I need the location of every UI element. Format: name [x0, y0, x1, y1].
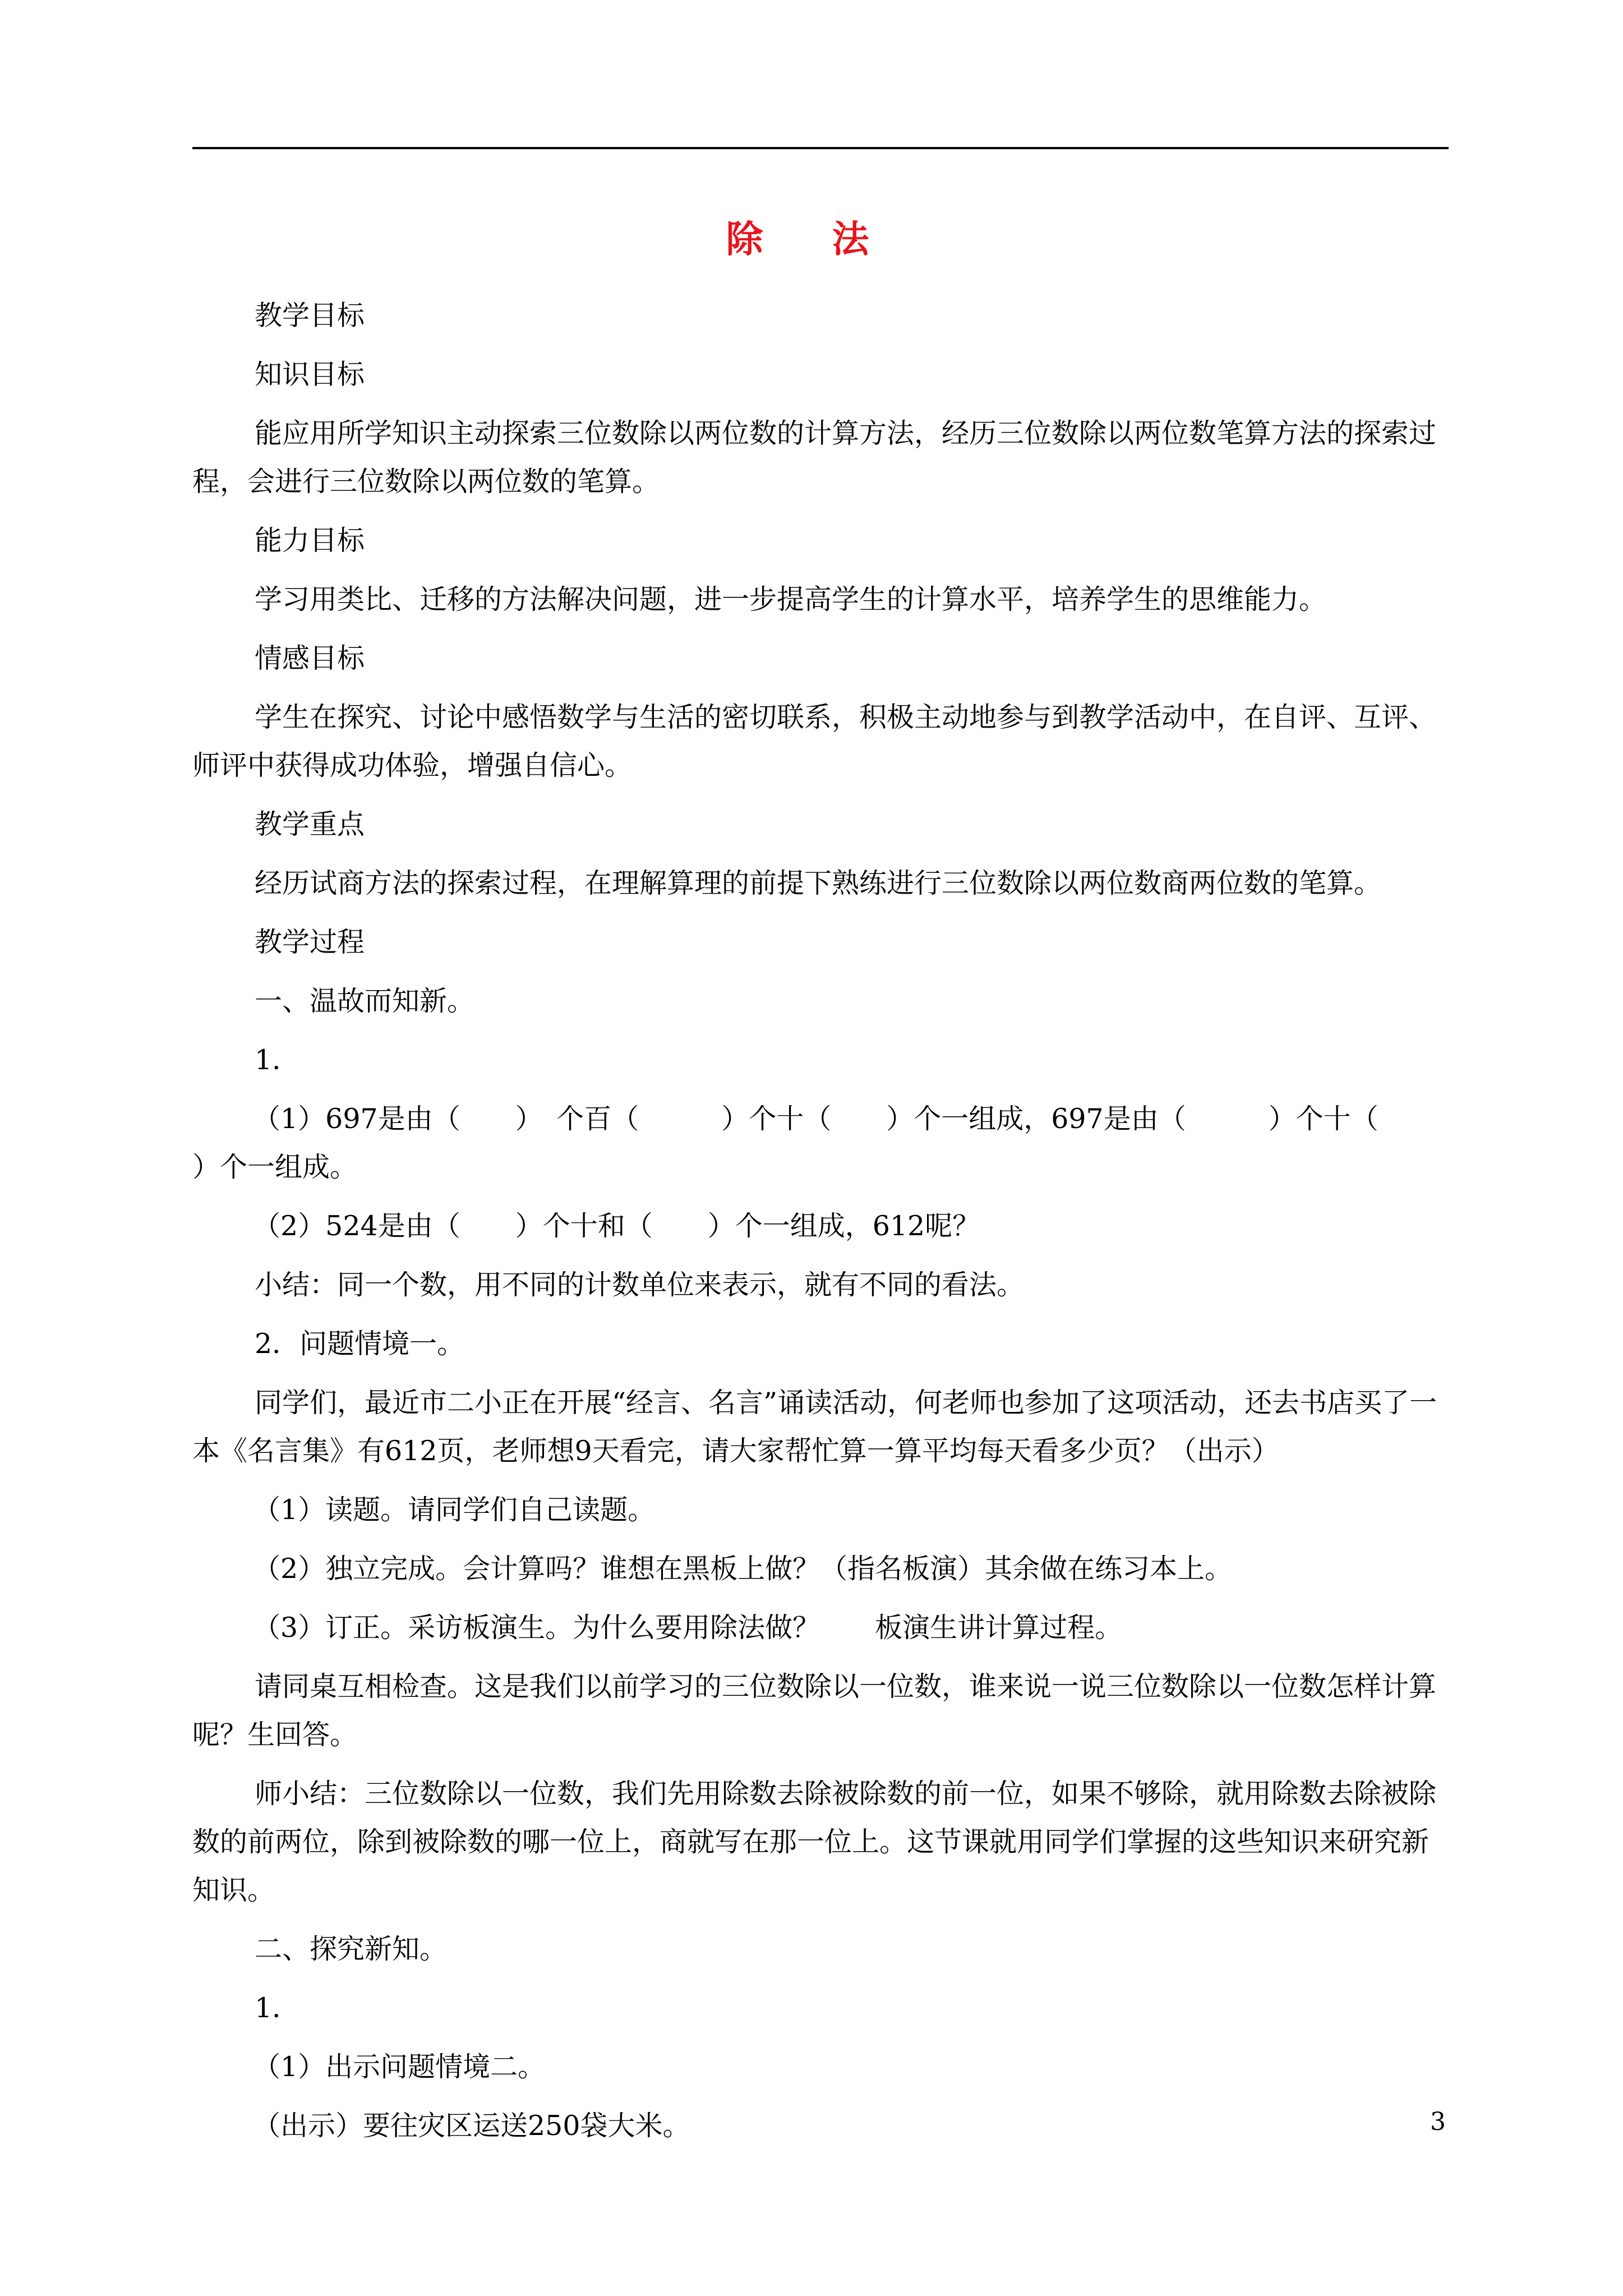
paragraph: 情感目标 — [255, 642, 365, 674]
paragraph: 学习用类比、迁移的方法解决问题，进一步提高学生的计算水平，培养学生的思维能力。 — [255, 583, 1327, 615]
paragraph: 能应用所学知识主动探索三位数除以两位数的计算方法，经历三位数除以两位数笔算方法的探索过程，会进行三位数除以两位数的笔算。 — [192, 417, 1437, 498]
paragraph: 1． — [255, 1044, 300, 1076]
paragraph: 同学们，最近市二小正在开展“经言、名言”诵读活动，何老师也参加了这项活动，还去书店买了一本《名言集》有612页，老师想9天看完，请大家帮忙算一算平均每天看多少页？（出示） — [192, 1387, 1437, 1467]
paragraph: （出示）要往灾区运送250袋大米。 — [253, 2110, 690, 2142]
paragraph: 2．问题情境一。 — [255, 1328, 465, 1360]
paragraph: 经历试商方法的探索过程，在理解算理的前提下熟练进行三位数除以两位数商两位数的笔算。 — [255, 867, 1382, 899]
paragraph: 知识目标 — [255, 358, 365, 390]
paragraph: 教学过程 — [255, 926, 365, 958]
paragraph: （1）出示问题情境二。 — [253, 2051, 546, 2083]
paragraph: 1． — [255, 1992, 300, 2024]
paragraph: （2）独立完成。会计算吗？谁想在黑板上做？（指名板演）其余做在练习本上。 — [253, 1553, 1233, 1585]
paragraph: 二、探究新知。 — [255, 1933, 448, 1965]
paragraph: （2）524是由（ ）个十和（ ）个一组成，612呢？ — [253, 1210, 980, 1242]
paragraph: 学生在探究、讨论中感悟数学与生活的密切联系，积极主动地参与到教学活动中，在自评、互评、师评中获得成功体验，增强自信心。 — [192, 701, 1437, 781]
paragraph: 教学目标 — [255, 300, 365, 332]
paragraph: （1）697是由（ ） 个百（ ）个十（ ）个一组成，697是由（ ）个十（ ）个一组成。 — [192, 1103, 1461, 1183]
paragraph: 请同桌互相检查。这是我们以前学习的三位数除以一位数，谁来说一说三位数除以一位数怎样计算呢？生回答。 — [192, 1671, 1437, 1751]
paragraph: 小结：同一个数，用不同的计数单位来表示，就有不同的看法。 — [255, 1269, 1025, 1301]
paragraph: 教学重点 — [255, 808, 365, 840]
paragraph: 师小结：三位数除以一位数，我们先用除数去除被除数的前一位，如果不够除，就用除数去除被除数的前两位，除到被除数的哪一位上，商就写在那一位上。这节课就用同学们掌握的这些知识来研究新知识。 — [192, 1778, 1437, 1906]
paragraph: 能力目标 — [255, 524, 365, 556]
paragraph: （1）读题。请同学们自己读题。 — [253, 1494, 656, 1526]
paragraph: 一、温故而知新。 — [255, 985, 475, 1017]
page-title: 除 法 — [726, 217, 897, 261]
paragraph: （3）订正。采访板演生。为什么要用除法做？ 板演生讲计算过程。 — [253, 1612, 1123, 1644]
page-number: 3 — [1430, 2108, 1446, 2136]
document-body — [192, 292, 1461, 2161]
header-rule — [192, 147, 1449, 149]
